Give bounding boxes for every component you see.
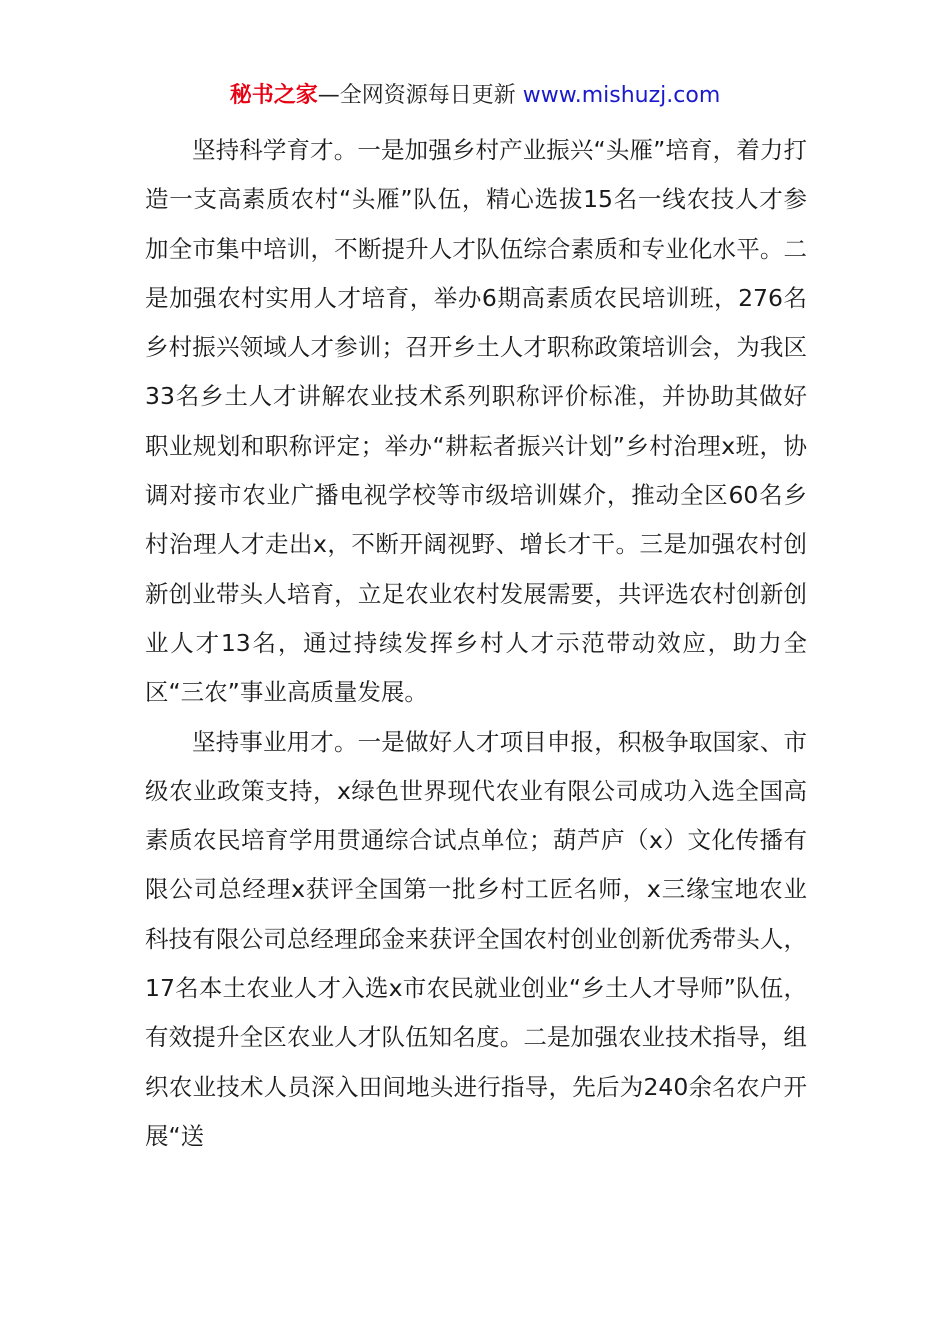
site-url-link[interactable]: www.mishuzj.com [522,83,721,108]
page-header [0,80,950,112]
paragraph-science-talent: 坚持科学育才。一是加强乡村产业振兴“头雁”培育，着力打造一支高素质农村“头雁”队伍，精心选拔15名一线农技人才参加全市集中培训，不断提升人才队伍综合素质和专业化水平。二是加强农村实用人才培育，举办6期高素质农民培训班，276名乡村振兴领域人才参训；召开乡土人才职称政策培训会，为我区33名乡土人才讲解农业技术系列职称评价标准，并协助其做好职业规划和职称评定；举办“耕耘者振兴计划”乡村治理x班，协调对接市农业广播电视学校等市级培训媒介，推动全区60名乡村治理人才走出x，不断开阔视野、增长才干。三是加强农村创新创业带头人培育，立足农业农村发展需要，共评选农村创新创业人才13名，通过持续发挥乡村人才示范带动效应，助力全区“三农”事业高质量发展。 [145,136,807,707]
document-body [145,126,807,1161]
site-brand: 秘书之家 [229,83,318,108]
header-tagline: —全网资源每日更新 [317,83,516,108]
paragraph-career-talent: 坚持事业用才。一是做好人才项目申报，积极争取国家、市级农业政策支持，x绿色世界现代农业有限公司成功入选全国高素质农民培育学用贯通综合试点单位；葫芦庐（x）文化传播有限公司总经理x获评全国第一批乡村工匠名师，x三缘宝地农业科技有限公司总经理邱金来获评全国农村创业创新优秀带头人，17名本土农业人才入选x市农民就业创业“乡土人才导师”队伍，有效提升全区农业人才队伍知名度。二是加强农业技术指导，组织农业技术人员深入田间地头进行指导，先后为240余名农户开展“送 [145,727,807,1150]
